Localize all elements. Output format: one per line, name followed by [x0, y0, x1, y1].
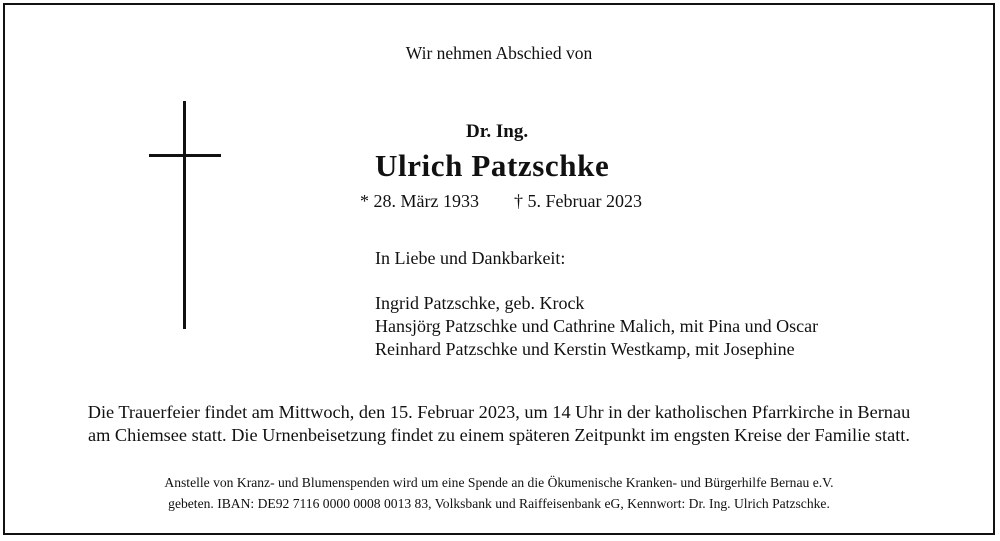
- ceremony-text-line: am Chiemsee statt. Die Urnenbeisetzung findet zu einem späteren Zeitpunkt im engsten Kreise der Familie statt.: [88, 425, 910, 445]
- ceremony-text-line: Die Trauerfeier findet am Mittwoch, den 15. Februar 2023, um 14 Uhr in der katholischen Pfarrkirche in Bernau: [87, 402, 911, 422]
- cross-icon-bar: [149, 154, 221, 157]
- intro-text: Wir nehmen Abschied von: [405, 43, 593, 63]
- donation-text-line: Anstelle von Kranz- und Blumenspenden wird um eine Spende an die Ökumenische Kranken- und Bürgerhilfe Bernau e.V.: [164, 475, 834, 490]
- academic-title: Dr. Ing.: [466, 121, 529, 142]
- obituary-notice: [3, 3, 995, 535]
- deceased-name: Ulrich Patzschke: [375, 148, 610, 183]
- greeting-text: In Liebe und Dankbarkeit:: [375, 248, 566, 268]
- mourner-line: Reinhard Patzschke und Kerstin Westkamp, mit Josephine: [375, 339, 795, 359]
- birth-date: * 28. März 1933: [360, 191, 479, 211]
- donation-text-line: gebeten. IBAN: DE92 7116 0000 0008 0013 83, Volksbank und Raiffeisenbank eG, Kennwort: Dr. Ing. Ulrich Patzschke.: [168, 496, 830, 511]
- death-date: † 5. Februar 2023: [514, 191, 642, 211]
- cross-icon: [183, 101, 186, 329]
- mourner-line: Hansjörg Patzschke und Cathrine Malich, mit Pina und Oscar: [375, 316, 819, 336]
- mourner-line: Ingrid Patzschke, geb. Krock: [375, 293, 585, 313]
